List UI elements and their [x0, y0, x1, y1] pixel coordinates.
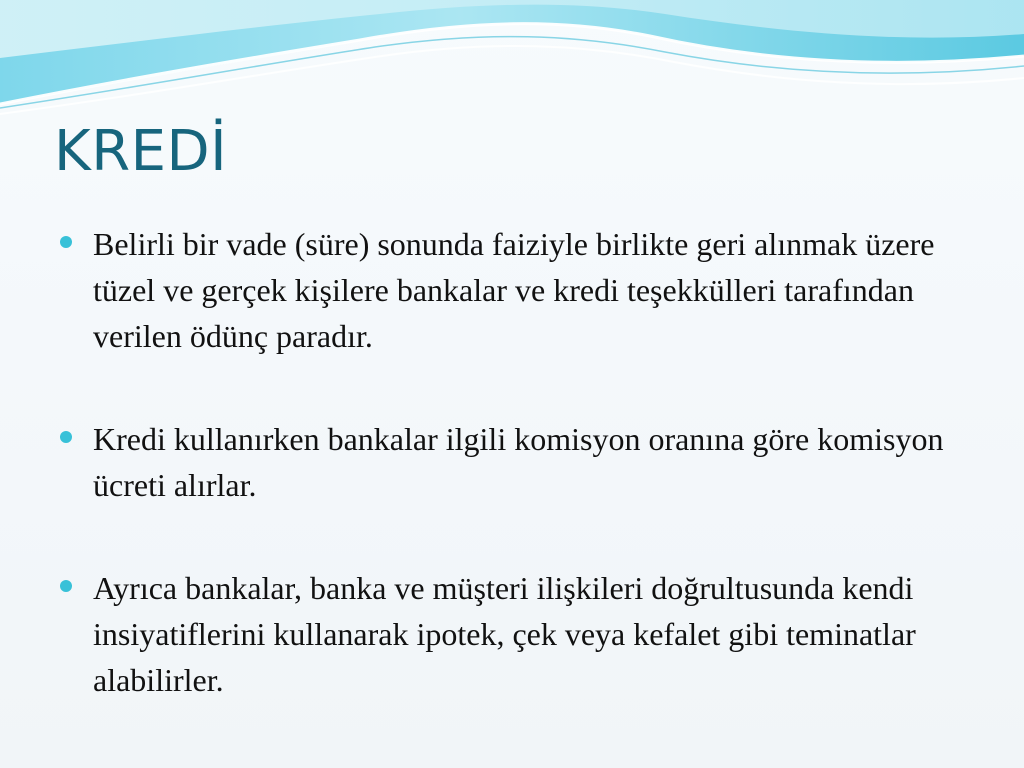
bullet-text: Kredi kullanırken bankalar ilgili komisyon oranına göre komisyon ücreti alırlar. [93, 421, 944, 503]
slide-title: KREDİ [54, 119, 228, 184]
bullet-dot-icon [60, 431, 72, 443]
bullet-item [60, 221, 970, 359]
bullet-list [60, 221, 970, 703]
bullet-text: Ayrıca bankalar, banka ve müşteri ilişkileri doğrultusunda kendi insiyatiflerini kullanarak ipotek, çek veya kefalet gibi teminatlar alabilirler. [93, 570, 916, 698]
header-wave-decoration [0, 0, 1024, 120]
bullet-item [60, 416, 970, 508]
bullet-dot-icon [60, 580, 72, 592]
bullet-dot-icon [60, 236, 72, 248]
bullet-item [60, 565, 970, 703]
bullet-text: Belirli bir vade (süre) sonunda faiziyle birlikte geri alınmak üzere tüzel ve gerçek kişilere bankalar ve kredi teşekkülleri tarafından verilen ödünç paradır. [93, 226, 935, 354]
